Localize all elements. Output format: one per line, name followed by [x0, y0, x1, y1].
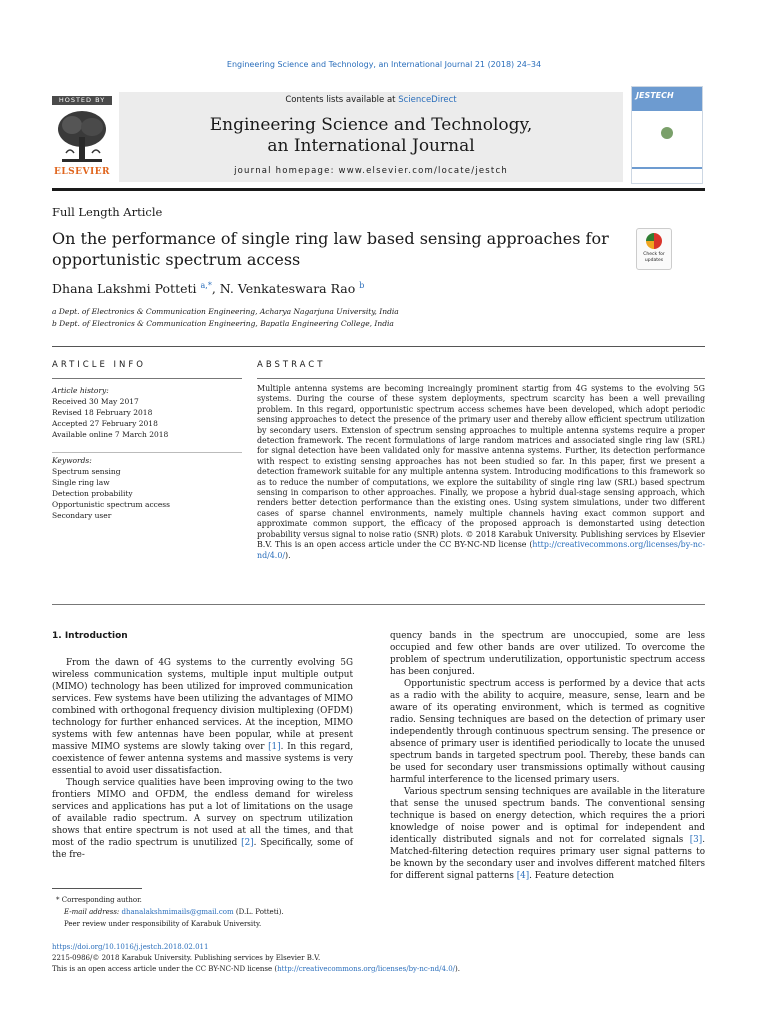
history-online: Available online 7 March 2018	[52, 430, 169, 439]
author-separator: ,	[211, 281, 220, 297]
journal-citation-link[interactable]: Engineering Science and Technology, an International Journal 21 (2018) 24–34	[226, 60, 542, 69]
abstract-body	[257, 384, 705, 561]
paragraph-text: . Specifically, some of the fre-	[52, 838, 353, 860]
reference-link[interactable]: [2]	[241, 838, 254, 848]
paragraph-text: . Feature detection	[529, 871, 615, 881]
paragraph	[52, 777, 353, 861]
journal-cover-thumbnail[interactable]	[631, 86, 703, 184]
keyword: Detection probability	[52, 489, 133, 498]
license-link[interactable]: http://creativecommons.org/licenses/by-nc-nd/4.0/	[257, 540, 705, 560]
contents-prefix: Contents lists available at	[285, 95, 399, 105]
article-title: On the performance of single ring law based sensing approaches for opportunistic spectrum access	[52, 229, 609, 269]
paragraph-text: . In this regard, coexistence of fewer antenna systems and massive systems is very essential to avoid user dissatisfaction.	[52, 742, 354, 776]
paragraph	[390, 786, 705, 882]
cover-seal-icon	[661, 127, 673, 139]
author-name[interactable]: Dhana Lakshmi Potteti	[52, 281, 197, 297]
paragraph-text: . Matched-filtering detection requires primary user signal patterns to be known by the secondary user and involves different matched filters for different signal patterns	[390, 835, 705, 881]
corresponding-author-note: * Corresponding author.	[56, 896, 142, 904]
open-access-text: This is an open access article under the CC BY-NC-ND license (	[52, 965, 278, 973]
journal-homepage-link[interactable]: journal homepage: www.elsevier.com/locate/jestch	[234, 166, 508, 176]
paragraph: quency bands in the spectrum are unoccupied, some are less occupied and few other bands are over utilized. To overcome the problem of spectrum underutilization, opportunistic spectrum access has been conjured.	[390, 631, 705, 677]
author-list	[52, 281, 364, 296]
email-link[interactable]: dhanalakshmimails@gmail.com	[121, 908, 234, 916]
author-name[interactable]: N. Venkateswara Rao	[219, 281, 356, 297]
history-accepted: Accepted 27 February 2018	[52, 419, 158, 428]
abstract-copyright: © 2018 Karabuk University. Publishing services by Elsevier B.V. This is an open access article under the CC BY-NC-ND license (	[257, 529, 705, 550]
check-for-updates-label: Check for updates	[643, 252, 665, 263]
author-affiliation-marker[interactable]: b	[359, 281, 365, 290]
history-received: Received 30 May 2017	[52, 397, 139, 406]
contents-available-line	[119, 95, 623, 105]
hosted-by-label: HOSTED BY	[52, 96, 112, 105]
check-for-updates-icon	[646, 233, 662, 249]
paragraph	[52, 657, 353, 777]
abstract-bottom-divider	[52, 604, 705, 605]
affiliation-a: a Dept. of Electronics & Communication Engineering, Acharya Nagarjuna University, India	[52, 307, 399, 316]
keyword: Opportunistic spectrum access	[52, 500, 170, 509]
sciencedirect-link[interactable]: ScienceDirect	[398, 95, 457, 105]
article-history-label: Article history:	[52, 386, 109, 395]
abstract-copyright-end: ).	[285, 550, 291, 560]
open-access-line	[52, 965, 460, 973]
peer-review-note: Peer review under responsibility of Karabuk University.	[64, 920, 262, 928]
email-owner: (D.L. Potteti).	[233, 908, 284, 916]
journal-title	[119, 115, 623, 157]
open-access-end: ).	[455, 965, 460, 973]
author-affiliation-marker[interactable]: a,*	[200, 281, 212, 290]
article-info-heading: ARTICLE INFO	[52, 360, 146, 370]
journal-title-line-1: Engineering Science and Technology,	[209, 115, 533, 135]
footnote-divider	[52, 888, 142, 889]
body-column-left	[52, 657, 353, 861]
body-column-right	[390, 630, 705, 882]
email-label: E-mail address:	[64, 908, 122, 916]
reference-link[interactable]: [1]	[268, 742, 281, 752]
paragraph-text: Various spectrum sensing techniques are available in the literature that sense the unused spectrum bands. The conventional sensing technique is based on energy detection, which requires the a priori knowledge of noise power and is optimal for independent and identically distributed signals and not for correlated signals	[390, 787, 705, 845]
cover-stripe	[632, 167, 702, 169]
issn-line: 2215-0986/© 2018 Karabuk University. Publishing services by Elsevier B.V.	[52, 954, 321, 962]
history-revised: Revised 18 February 2018	[52, 408, 153, 417]
paragraph: Opportunistic spectrum access is performed by a device that acts as a radio with the ability to acquire, measure, sense, learn and be aware of its operating environment, which is termed as cognitive radio. Sensing techniques are based on the detection of primary user independently through continuous spectrum sensing. The presence or absence of primary user is identified periodically to locate the unused spectrum bands in targeted spectrum pool. Thereby, these bands can be used for secondary user transmissions optimally without causing harmful interference to the licensed primary users.	[390, 679, 705, 785]
keyword: Single ring law	[52, 478, 110, 487]
header-divider	[52, 188, 705, 191]
article-type: Full Length Article	[52, 205, 163, 219]
journal-title-line-2: an International Journal	[267, 136, 475, 156]
keywords-label: Keywords:	[52, 456, 92, 465]
introduction-heading: 1. Introduction	[52, 631, 128, 641]
article-info-divider	[52, 378, 242, 379]
abstract-divider	[257, 378, 705, 379]
cover-title: JESTECH	[636, 91, 674, 100]
reference-link[interactable]: [4]	[516, 871, 530, 881]
reference-link[interactable]: [3]	[689, 835, 703, 845]
affiliation-b: b Dept. of Electronics & Communication Engineering, Bapatla Engineering College, India	[52, 319, 394, 328]
keywords-divider	[52, 452, 242, 453]
elsevier-wordmark: ELSEVIER	[53, 167, 111, 177]
paragraph-text: Though service qualities have been improving owing to the two frontiers MIMO and OFDM, the endless demand for wireless services and applications has put a lot of limitations on the usage of available radio spectrum. A survey on spectrum utilization shows that entire spectrum is not used at all the times, and that most of the radio spectrum is unutilized	[52, 778, 353, 848]
abstract-text: Multiple antenna systems are becoming increaingly prominent startig from 4G systems to the evolving 5G systems. During the course of these system deployments, spectrum scarcity has been a well prevailing problem. In this regard, opportunistic spectrum access schemes have been developed, which adopt periodic sensing approaches to detect the presence of the primary user and thereby allow efficient spectrum utilization by secondary users. Extension of spectrum sensing approaches to multiple antenna systems require a proper detection framework. The recent formulations of large random matrices and associated single ring law (SRL) for signal detection have been validated only for massive antenna systems. Further, its detection performance with respect to existing sensing approaches has not been studied so far. In this paper, first we present a detection framework suitable for any multiple antenna system. Introducing modifications to this framework so as to reduce the number of computations, we explore the suitability of single ring law (SRL) based spectrum sensing in comparison to other approaches. Finally, we propose a hybrid dual-stage sensing approach, which renders better detection performance than the existing ones. Using system simulations, under two different cases of sparse channel environments, namely multiple channels having exact common support and approximate common support, the efficacy of the proposed approach is demonstarted using detection probability versus signal to noise ratio (SNR) plots.	[257, 384, 705, 539]
keyword: Spectrum sensing	[52, 467, 121, 476]
email-note	[64, 908, 284, 916]
paragraph-text: From the dawn of 4G systems to the currently evolving 5G wireless communication systems, multiple input multiple output (MIMO) technology has been utilized for improved communication services. Few systems have been utilizing the advantages of MIMO combined with orthogonal frequency division multiplexing (OFDM) technology for further enhanced services. At the inception, MIMO systems with few antennas have been popular, while at present massive MIMO systems are slowly taking over	[52, 658, 353, 752]
keyword: Secondary user	[52, 511, 112, 520]
doi-link[interactable]: https://doi.org/10.1016/j.jestch.2018.02.011	[52, 943, 209, 951]
check-for-updates-button[interactable]	[636, 228, 672, 270]
footer-license-link[interactable]: http://creativecommons.org/licenses/by-nc-nd/4.0/	[277, 965, 456, 973]
abstract-heading: ABSTRACT	[257, 360, 326, 370]
affiliation-divider	[52, 346, 705, 347]
